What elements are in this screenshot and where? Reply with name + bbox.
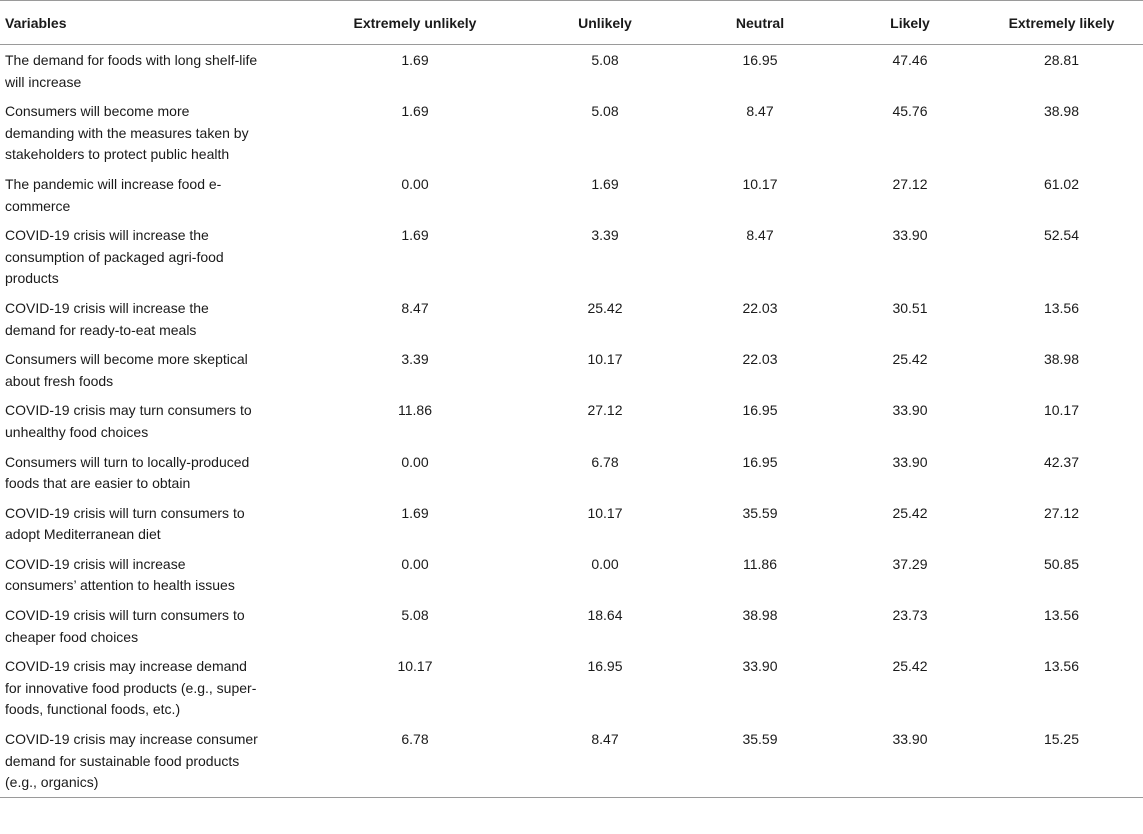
value-cell: 10.17 xyxy=(397,658,433,675)
value-cell: 45.76 xyxy=(892,103,928,120)
variable-cell: The pandemic will increase food e-commerce xyxy=(5,175,222,214)
value-cell: 35.59 xyxy=(680,724,840,797)
header-row xyxy=(0,1,1143,45)
variable-cell: COVID-19 crisis will increase consumers’ attention to health issues xyxy=(5,555,235,594)
table-row xyxy=(0,344,1143,395)
value-cell: 5.08 xyxy=(401,607,429,624)
value-cell: 33.90 xyxy=(840,724,980,797)
value-cell: 3.39 xyxy=(591,227,619,244)
value-cell: 15.25 xyxy=(980,724,1143,797)
value-cell: 22.03 xyxy=(742,351,778,368)
value-cell: 28.81 xyxy=(1043,52,1080,68)
value-cell: 0.00 xyxy=(401,555,429,572)
value-cell: 1.69 xyxy=(401,227,429,244)
table-header xyxy=(0,1,1143,45)
value-cell: 52.54 xyxy=(1043,227,1080,244)
value-cell: 10.17 xyxy=(587,504,623,521)
value-cell: 35.59 xyxy=(742,504,778,521)
variable-cell: Consumers will become more skeptical about fresh foods xyxy=(5,351,248,389)
value-cell: 1.69 xyxy=(401,52,429,68)
table-row xyxy=(0,395,1143,446)
value-cell: 47.46 xyxy=(892,52,928,68)
value-cell: 5.08 xyxy=(591,52,619,68)
value-cell: 16.95 xyxy=(742,52,778,68)
table-row xyxy=(0,96,1143,169)
table-row xyxy=(0,651,1143,724)
value-cell: 8.47 xyxy=(746,227,774,244)
variable-cell: The demand for foods with long shelf-life will increase xyxy=(5,52,258,90)
value-cell: 10.17 xyxy=(742,175,778,192)
variable-cell: Consumers will become more demanding with the measures taken by stakeholders to protect public health xyxy=(5,103,249,163)
value-cell: 0.00 xyxy=(401,453,429,470)
value-cell: 5.08 xyxy=(591,103,619,120)
value-cell: 3.39 xyxy=(401,351,429,368)
variable-cell: COVID-19 crisis may turn consumers to unhealthy food choices xyxy=(5,402,252,440)
value-cell: 42.37 xyxy=(1043,453,1080,470)
value-cell: 8.47 xyxy=(401,299,429,316)
value-cell: 27.12 xyxy=(1043,504,1080,521)
value-cell: 13.56 xyxy=(1043,299,1080,316)
value-cell: 25.42 xyxy=(892,351,928,368)
value-cell: 11.86 xyxy=(743,555,777,572)
value-cell: 38.98 xyxy=(1043,351,1080,368)
header-extremely-unlikely: Extremely unlikely xyxy=(300,1,530,45)
variable-cell: COVID-19 crisis may increase consumer demand for sustainable food products (e.g., organics) xyxy=(0,724,300,797)
value-cell: 25.42 xyxy=(892,504,928,521)
table-row xyxy=(0,293,1143,344)
table-row xyxy=(0,220,1143,293)
header-likely: Likely xyxy=(840,1,980,45)
table-row xyxy=(0,724,1143,797)
value-cell: 16.95 xyxy=(742,402,778,419)
value-cell: 8.47 xyxy=(746,103,774,120)
value-cell: 25.42 xyxy=(892,658,928,675)
value-cell: 16.95 xyxy=(587,658,623,675)
value-cell: 13.56 xyxy=(1043,658,1080,675)
value-cell: 30.51 xyxy=(892,299,928,316)
value-cell: 33.90 xyxy=(892,453,928,470)
header-extremely-likely: Extremely likely xyxy=(980,1,1143,45)
value-cell: 1.69 xyxy=(401,103,429,120)
header-unlikely: Unlikely xyxy=(530,1,680,45)
value-cell: 1.69 xyxy=(591,175,619,192)
variable-cell: Consumers will turn to locally-produced foods that are easier to obtain xyxy=(5,453,250,492)
value-cell: 10.17 xyxy=(1043,402,1080,419)
table-row xyxy=(0,45,1143,97)
value-cell: 37.29 xyxy=(892,555,928,572)
variable-cell: COVID-19 crisis may increase demand for innovative food products (e.g., super-foods, functional foods, etc.) xyxy=(5,658,257,718)
value-cell: 33.90 xyxy=(892,227,928,244)
table-row xyxy=(0,169,1143,220)
value-cell: 16.95 xyxy=(742,453,778,470)
table-row xyxy=(0,600,1143,651)
value-cell: 1.69 xyxy=(401,504,429,521)
value-cell: 27.12 xyxy=(587,402,623,419)
table-row xyxy=(0,549,1143,600)
value-cell: 6.78 xyxy=(300,724,530,797)
variable-cell: COVID-19 crisis will increase the consumption of packaged agri-food products xyxy=(5,227,224,287)
value-cell: 61.02 xyxy=(1043,175,1080,192)
value-cell: 8.47 xyxy=(530,724,680,797)
table-row xyxy=(0,447,1143,498)
value-cell: 18.64 xyxy=(587,607,623,624)
value-cell: 25.42 xyxy=(587,299,623,316)
variable-cell: COVID-19 crisis will turn consumers to adopt Mediterranean diet xyxy=(5,504,245,543)
header-neutral: Neutral xyxy=(680,1,840,45)
value-cell: 0.00 xyxy=(401,175,429,192)
variable-cell: COVID-19 crisis will turn consumers to cheaper food choices xyxy=(5,607,245,645)
value-cell: 50.85 xyxy=(1043,555,1080,572)
value-cell: 33.90 xyxy=(892,402,928,419)
value-cell: 11.86 xyxy=(398,402,432,419)
value-cell: 22.03 xyxy=(742,299,778,316)
value-cell: 10.17 xyxy=(587,351,623,368)
value-cell: 38.98 xyxy=(1043,103,1080,120)
value-cell: 38.98 xyxy=(742,607,778,624)
header-variables: Variables xyxy=(0,1,300,45)
value-cell: 23.73 xyxy=(892,607,928,624)
value-cell: 33.90 xyxy=(742,658,778,675)
value-cell: 13.56 xyxy=(1043,607,1080,624)
value-cell: 6.78 xyxy=(591,453,619,470)
value-cell: 27.12 xyxy=(892,175,928,192)
value-cell: 0.00 xyxy=(591,555,619,572)
variable-cell: COVID-19 crisis will increase the demand for ready-to-eat meals xyxy=(5,299,209,338)
table-row xyxy=(0,498,1143,549)
table-body xyxy=(0,45,1143,798)
